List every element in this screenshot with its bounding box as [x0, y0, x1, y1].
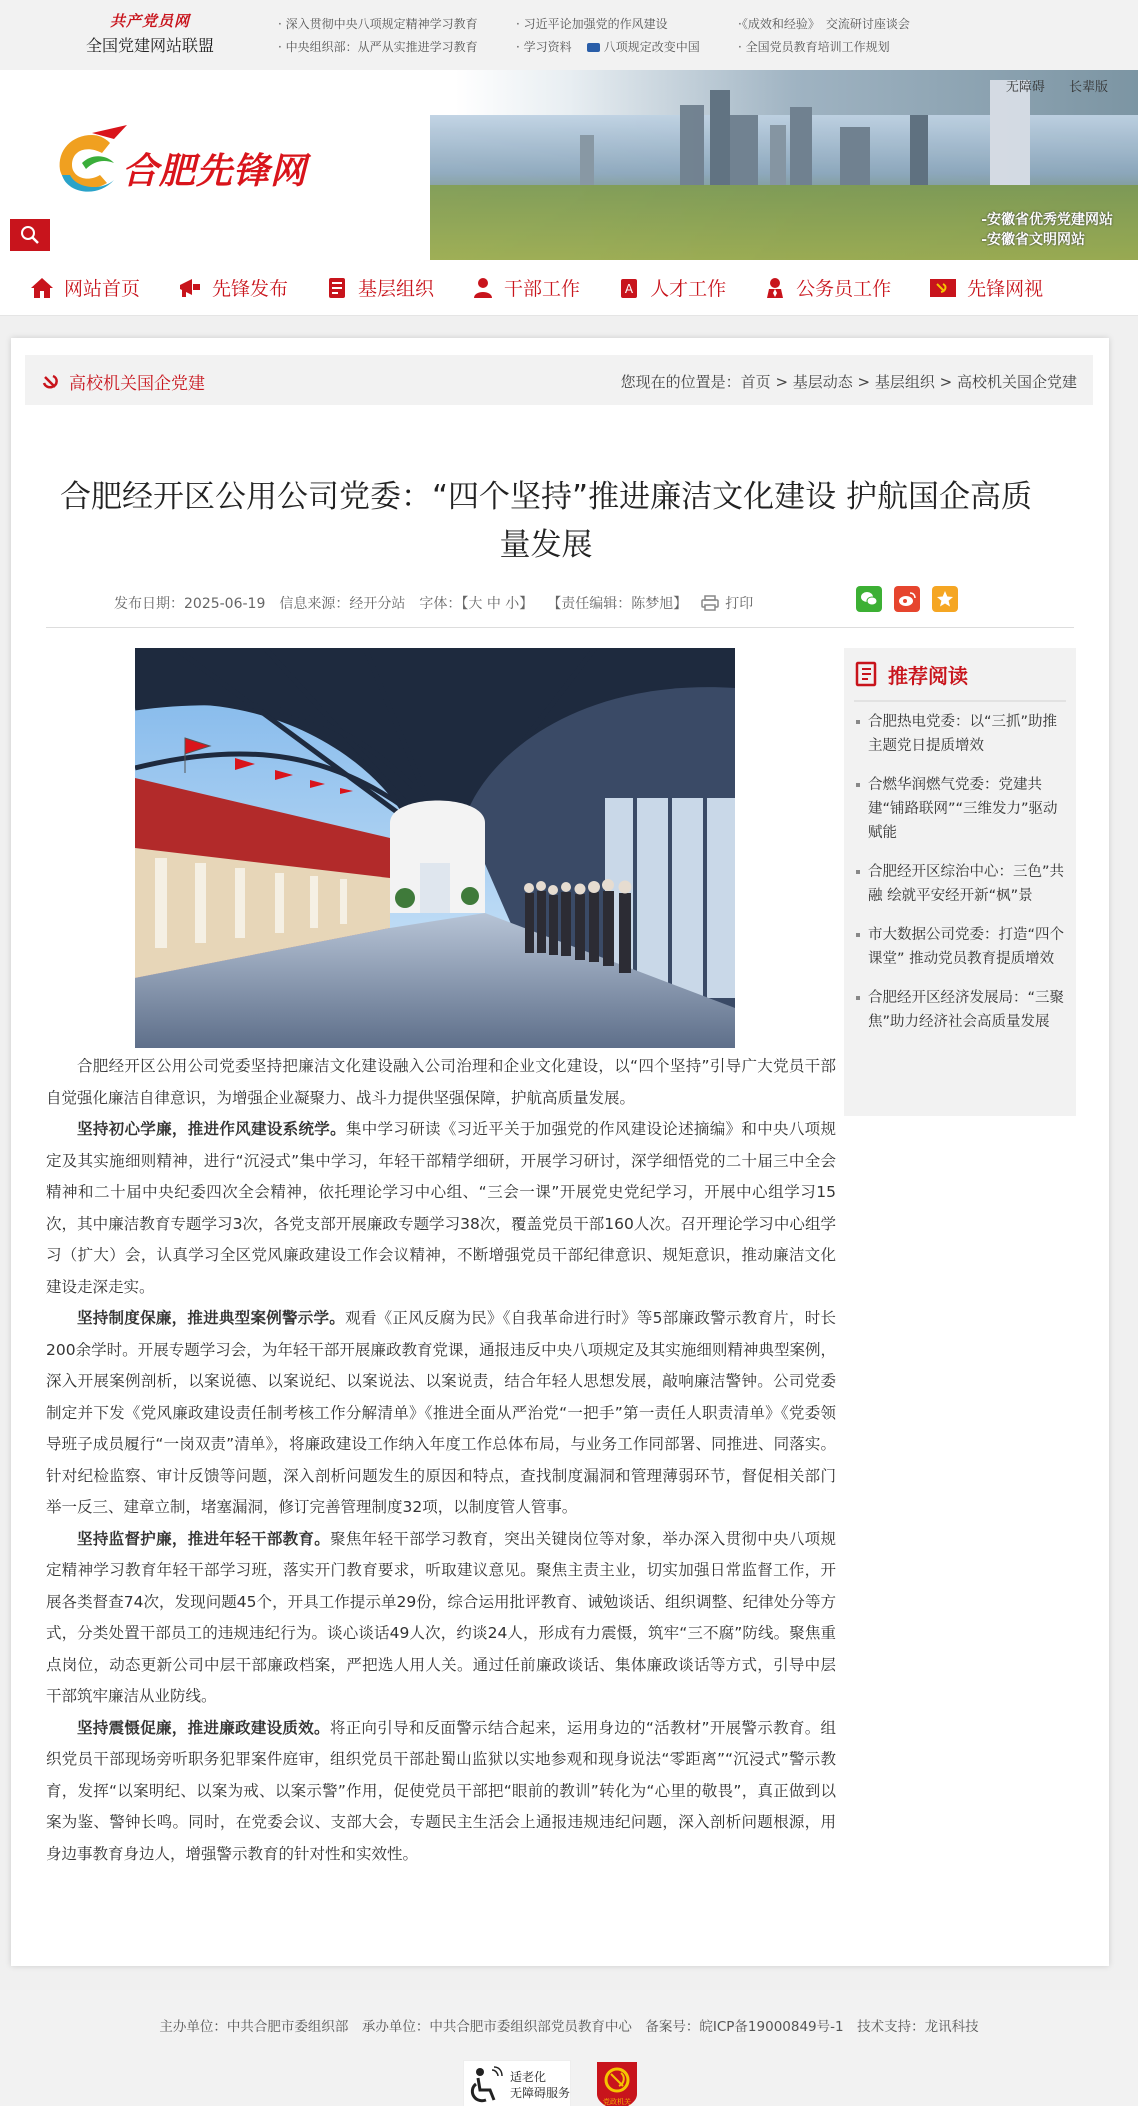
print-button[interactable]: 打印 [725, 596, 754, 612]
government-badge[interactable] [591, 2060, 643, 2106]
accessibility-service-badge[interactable] [463, 2060, 571, 2106]
alliance-logo[interactable] [60, 10, 240, 56]
paragraph-lead: 坚持制度保廉，推进典型案例警示学。 [77, 1309, 346, 1327]
party-flag-icon [929, 277, 957, 299]
top-bar [0, 0, 1138, 70]
nav-item-cadres[interactable] [472, 274, 580, 301]
document-icon [326, 277, 348, 299]
sidebar-header [854, 648, 1066, 702]
top-links-col2 [516, 13, 700, 59]
article-meta [114, 593, 767, 613]
svg-text:A: A [624, 281, 634, 296]
article-paragraph: 坚持震慑促廉，推进廉政建设质效。将正向引导和反面警示结合起来，运用身边的“活教材”开展警示教育。组织党员干部现场旁听职务犯罪案件庭审，组织党员干部赴蜀山监狱以实地参观和现身说法“零距离”“沉浸式”警示教育，发挥“以案明纪、以案为戒、以案示警”作用，促使党员干部把“眼前的教训”转化为“心里的敬畏”，真正做到以案为鉴、警钟长鸣。同时，在党委会议、支部大会，专题民主生活会上通报违规违纪问题，深入剖析问题根源，用身边事教育身边人，增强警示教育的针对性和实效性。 [46, 1718, 836, 1863]
search-button[interactable] [10, 219, 50, 251]
search-icon [20, 225, 40, 245]
article-paragraph: 坚持制度保廉，推进典型案例警示学。观看《正风反腐为民》《自我革命进行时》等5部廉政警示教育片，时长200余学时。开展专题学习会，为年轻干部开展廉政教育党课，通报违反中央八项规定及其实施细则精神典型案例，深入开展案例剖析，以案说德、以案说纪、以案说法、以案说责，结合年轻人思想发展，敲响廉洁警钟。公司党委制定并下发《党风廉政建设责任制考核工作分解清单》《推进全面从严治党“一把手”第一责任人职责清单》《党委领导班子成员履行“一岗双责”清单》，将廉政建设工作纳入年度工作总体布局，与业务工作同部署、同推进、同落实。针对纪检监察、审计反馈等问题，深入剖析问题发生的原因和特点，查找制度漏洞和管理薄弱环节，督促相关部门举一反三、建章立制，堵塞漏洞，修订完善管理制度32项，以制度管人管事。 [46, 1309, 836, 1516]
recommended-list [844, 702, 1076, 1034]
nav-item-label: 基层组织 [358, 278, 435, 300]
favorite-button[interactable] [932, 586, 958, 612]
access-links [986, 76, 1108, 95]
nav-item-label: 先锋网视 [967, 278, 1044, 300]
share-buttons [856, 586, 970, 612]
nav-item-label: 公务员工作 [796, 278, 892, 300]
logo-emblem-icon [52, 125, 132, 200]
article-paragraph: 坚持初心学廉，推进作风建设系统学。集中学习研读《习近平关于加强党的作风建设论述摘编》和中央八项规定及其实施细则精神，进行“沉浸式”集中学习，年轻干部精学细研，开展学习研讨，深学细悟党的二十届三中全会精神和二十届中央纪委四次全会精神，依托理论学习中心组、“三会一课”开展党史党纪学习，开展中心组学习15次，其中廉洁教育专题学习3次，各党支部开展廉政专题学习38次，覆盖党员干部160人次。召开理论学习中心组学习（扩大）会，认真学习全区党风廉政建设工作会议精神，不断增强党员干部纪律意识、规矩意识，推动廉洁文化建设走深走实。 [46, 1120, 836, 1296]
megaphone-icon [178, 277, 202, 299]
star-icon [936, 590, 954, 608]
svg-text:党政机关: 党政机关 [603, 2098, 631, 2106]
header-banner [0, 70, 1138, 260]
honor-item: -安徽省文明网站 [981, 232, 1085, 248]
badge-line: 适老化 [510, 2070, 547, 2084]
home-icon [30, 277, 54, 299]
info-source: 信息来源：经开分站 [279, 596, 406, 612]
elder-mode-link[interactable]: 长辈版 [1068, 80, 1108, 95]
talent-icon [618, 277, 640, 299]
recommended-item[interactable]: 合燃华润燃气党委：党建共建“铺路联网”“三维发力”驱动赋能 [856, 773, 1068, 845]
meta-divider [46, 627, 1074, 628]
honor-item: -安徽省优秀党建网站 [981, 212, 1113, 228]
top-links-col3 [738, 13, 910, 59]
nav-item-label: 先锋发布 [212, 278, 289, 300]
footer-info: 主办单位：中共合肥市委组织部 承办单位：中共合肥市委组织部党员教育中心 备案号：皖ICP备19000849号-1 技术支持：龙讯科技 [159, 2019, 979, 2035]
top-link[interactable]: · 全国党员教育培训工作规划 [738, 40, 890, 54]
font-size-control[interactable]: 字体：【大 中 小】 [419, 596, 534, 612]
nav-item-label: 人才工作 [650, 278, 727, 300]
top-link[interactable]: · 学习资料 [516, 40, 572, 54]
nav-item-home[interactable] [30, 274, 140, 301]
sidebar-title: 推荐阅读 [888, 663, 968, 688]
top-links-col1 [278, 13, 478, 59]
weibo-icon [898, 591, 916, 607]
government-seal-icon [591, 2060, 643, 2106]
book-icon [854, 661, 880, 687]
breadcrumb [25, 355, 1093, 405]
site-honors [981, 210, 1113, 250]
site-logo[interactable] [52, 125, 322, 205]
alliance-brand: 共产党员网 [109, 12, 190, 30]
article-body [46, 1051, 836, 1870]
top-link[interactable]: 八项规定改变中国 [603, 40, 700, 54]
location-prefix: 您现在的位置是： [620, 373, 741, 391]
accessibility-link[interactable]: 无障碍 [1005, 80, 1045, 95]
recommended-item[interactable]: 市大数据公司党委：打造“四个课堂” 推动党员教育提质增效 [856, 923, 1068, 971]
hammer-sickle-icon [41, 372, 61, 392]
top-link[interactable]: · 习近平论加强党的作风建设 [516, 17, 668, 31]
civil-servant-icon [764, 277, 786, 299]
paragraph-lead: 坚持震慑促廉，推进廉政建设质效。 [77, 1718, 330, 1737]
nav-item-talent[interactable] [618, 274, 726, 301]
logo-text: 合肥先锋网 [122, 150, 308, 192]
article-paragraph: 坚持监督护廉，推进年轻干部教育。聚焦年轻干部学习教育，突出关键岗位等对象，举办深入贯彻中央八项规定精神学习教育年轻干部学习班，落实开门教育要求，听取建议意见。聚焦主责主业，切实加强日常监督工作，开展各类督查74次，发现问题45个，开具工作提示单29份，综合运用批评教育、诫勉谈话、组织调整、纪律处分等方式，分类处置干部员工的违规违纪行为。谈心谈话49人次，约谈24人，形成有力震慑，筑牢“三不腐”防线。聚焦重点岗位，动态更新公司中层干部廉政档案，严把选人用人关。通过任前廉政谈话、集体廉政谈话等方式，引导中层干部筑牢廉洁从业防线。 [46, 1529, 836, 1705]
nav-item-label: 网站首页 [64, 278, 141, 300]
wheelchair-icon [468, 2066, 506, 2104]
photo-illustration [135, 648, 735, 1048]
recommended-item[interactable]: 合肥经开区经济发展局：“三聚焦”助力经济社会高质量发展 [856, 986, 1068, 1034]
top-link[interactable]: · 中央组织部：从严从实推进学习教育 [278, 40, 478, 54]
location-path [621, 371, 1077, 392]
weibo-share-button[interactable] [894, 586, 920, 612]
article-title: 合肥经开区公用公司党委：“四个坚持”推进廉洁文化建设 护航国企高质量发展 [60, 479, 1032, 563]
wechat-share-button[interactable] [856, 586, 882, 612]
paragraph-lead: 坚持监督护廉，推进年轻干部教育。 [77, 1529, 331, 1548]
publish-date: 发布日期：2025-06-19 [114, 596, 266, 612]
nav-item-releases[interactable] [178, 274, 288, 301]
video-icon [587, 43, 600, 52]
nav-item-video[interactable] [929, 274, 1043, 301]
recommended-item[interactable]: 合肥经开区综治中心：三色”共融 绘就平安经开新“枫”景 [856, 860, 1068, 908]
printer-icon [701, 595, 719, 611]
site-footer [0, 1990, 1138, 2106]
badge-line: 无障碍服务 [510, 2086, 571, 2100]
recommended-item[interactable]: 合肥热电党委：以“三抓”助推主题党日提质增效 [856, 710, 1068, 758]
nav-item-civil-servants[interactable] [764, 274, 891, 301]
nav-item-label: 干部工作 [504, 278, 581, 300]
category-heading[interactable] [41, 369, 205, 394]
article-paragraph: 合肥经开区公用公司党委坚持把廉洁文化建设融入公司治理和企业文化建设，以“四个坚持”引导广大党员干部自觉强化廉洁自律意识，为增强企业凝聚力、战斗力提供坚强保障，护航高质量发展。 [46, 1057, 836, 1107]
main-nav [0, 260, 1138, 316]
person-icon [472, 277, 494, 299]
recommended-sidebar [844, 648, 1076, 1116]
category-label: 高校机关国企党建 [69, 374, 205, 394]
nav-item-grassroots[interactable] [326, 274, 434, 301]
breadcrumb-links[interactable]: 首页 > 基层动态 > 基层组织 > 高校机关国企党建 [740, 373, 1077, 391]
article-photo [135, 648, 735, 1048]
footer-badges [463, 2060, 643, 2106]
wechat-icon [860, 591, 878, 607]
alliance-name: 全国党建网站联盟 [85, 36, 214, 55]
top-link[interactable]: ·《成效和经验》 交流研讨座谈会 [738, 17, 910, 31]
paragraph-lead: 坚持初心学廉，推进作风建设系统学。 [77, 1120, 346, 1138]
top-link[interactable]: · 深入贯彻中央八项规定精神学习教育 [278, 17, 478, 31]
editor: 【责任编辑：陈梦旭】 [547, 596, 688, 612]
content-panel [11, 338, 1109, 1966]
